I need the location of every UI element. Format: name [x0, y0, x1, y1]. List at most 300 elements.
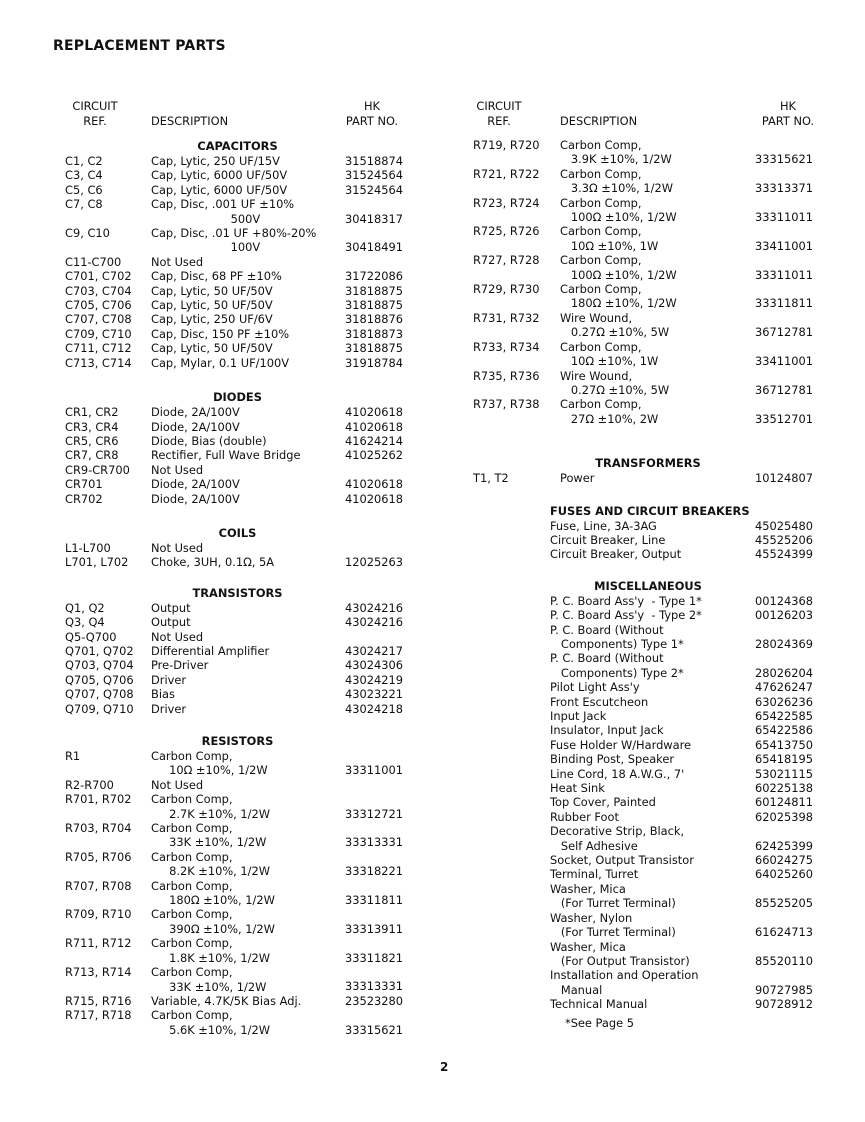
circuit-ref: L1-L700	[65, 540, 111, 555]
part-number: 30418317	[345, 211, 403, 226]
parts-row	[473, 167, 833, 196]
part-number: 31818876	[345, 312, 403, 327]
circuit-ref: CR702	[65, 491, 103, 506]
parts-row	[65, 168, 415, 182]
part-number: 33311811	[755, 296, 813, 311]
section-title: FUSES AND CIRCUIT BREAKERS	[550, 503, 750, 518]
part-number: 33311001	[345, 763, 403, 778]
circuit-ref: C711, C712	[65, 341, 132, 356]
column-headers	[65, 99, 415, 129]
transistors-section	[65, 586, 415, 716]
part-number: 33318221	[345, 864, 403, 879]
part-number: 66024275	[755, 853, 813, 868]
parts-row	[473, 882, 833, 911]
circuit-ref: Q1, Q2	[65, 600, 105, 615]
circuit-ref: R703, R704	[65, 821, 132, 836]
part-number: 41020618	[345, 419, 403, 434]
parts-row	[473, 224, 833, 253]
part-description: Line Cord, 18 A.W.G., 7'	[550, 766, 685, 781]
part-description: Output	[151, 615, 191, 630]
circuit-ref: Q703, Q704	[65, 658, 134, 673]
parts-row	[65, 327, 415, 341]
part-number: 43024218	[345, 701, 403, 716]
circuit-ref: R727, R728	[473, 253, 540, 268]
part-description: Carbon Comp, 100Ω ±10%, 1/2W	[560, 195, 677, 225]
header-part-no: HK PART NO.	[761, 99, 815, 128]
part-number: 45524399	[755, 547, 813, 562]
part-description: Carbon Comp, 1.8K ±10%, 1/2W	[151, 936, 271, 965]
parts-row	[473, 940, 833, 969]
circuit-ref: C5, C6	[65, 182, 103, 197]
part-description: Bias	[151, 687, 175, 702]
part-description: Rubber Foot	[550, 809, 619, 824]
circuit-ref: CR1, CR2	[65, 405, 119, 420]
circuit-ref: C1, C2	[65, 154, 103, 168]
parts-row	[65, 269, 415, 283]
circuit-ref: Q3, Q4	[65, 615, 105, 630]
part-number: 00124368	[755, 593, 813, 608]
circuit-ref: R1	[65, 749, 81, 763]
parts-row	[65, 226, 415, 255]
circuit-ref: CR3, CR4	[65, 419, 119, 434]
header-circuit-ref: CIRCUIT REF.	[476, 99, 522, 128]
circuit-ref: R713, R714	[65, 965, 132, 980]
parts-row	[473, 709, 833, 723]
parts-row	[473, 695, 833, 709]
part-number: 31818875	[345, 298, 403, 313]
circuit-ref: Q709, Q710	[65, 701, 134, 716]
part-number: 31518874	[345, 154, 403, 168]
part-number: 31918784	[345, 355, 403, 370]
circuit-ref: R735, R736	[473, 368, 540, 383]
part-number: 33313911	[345, 921, 403, 936]
part-description: Washer, Mica (For Turret Terminal)	[550, 881, 676, 911]
parts-row	[65, 356, 415, 370]
page-number: 2	[440, 1060, 449, 1074]
parts-row	[65, 965, 415, 994]
fuses-section	[473, 504, 833, 562]
part-description: Input Jack	[550, 709, 607, 723]
part-description: Diode, 2A/100V	[151, 419, 240, 434]
part-description: Carbon Comp, 33K ±10%, 1/2W	[151, 821, 267, 850]
part-description: Carbon Comp, 390Ω ±10%, 1/2W	[151, 907, 275, 936]
part-description: Diode, Bias (double)	[151, 433, 267, 448]
parts-row	[65, 615, 415, 629]
part-description: Cap, Lytic, 6000 UF/50V	[151, 182, 288, 197]
part-description: Fuse, Line, 3A-3AG	[550, 518, 657, 533]
part-number: 45025480	[755, 518, 813, 533]
part-description: Driver	[151, 672, 187, 687]
part-number: 43024306	[345, 658, 403, 673]
section-title: TRANSFORMERS	[595, 456, 701, 471]
part-description: Binding Post, Speaker	[550, 752, 675, 767]
part-description: Differential Amplifier	[151, 643, 270, 658]
part-number: 85525205	[755, 896, 813, 911]
circuit-ref: C7, C8	[65, 197, 103, 212]
part-description: Carbon Comp, 3.9K ±10%, 1/2W	[560, 138, 672, 167]
part-description: Terminal, Turret	[550, 867, 639, 882]
part-number: 43024216	[345, 600, 403, 615]
part-description: Carbon Comp, 3.3Ω ±10%, 1/2W	[560, 166, 673, 196]
parts-row	[65, 555, 415, 569]
part-description: Diode, 2A/100V	[151, 477, 240, 492]
parts-row	[473, 853, 833, 867]
part-number: 43023221	[345, 687, 403, 702]
parts-row	[473, 533, 833, 547]
capacitors-section	[65, 139, 415, 370]
circuit-ref: R2-R700	[65, 777, 114, 792]
part-number: 33315621	[345, 1022, 403, 1037]
parts-row	[65, 630, 415, 644]
parts-row	[473, 824, 833, 853]
parts-row	[65, 658, 415, 672]
part-number: 33315621	[755, 152, 813, 167]
part-description: Not Used	[151, 629, 204, 644]
parts-row	[65, 687, 415, 701]
header-description: DESCRIPTION	[151, 113, 229, 128]
circuit-ref: C11-C700	[65, 254, 122, 269]
part-description: Rectifier, Full Wave Bridge	[151, 448, 301, 463]
circuit-ref: CR5, CR6	[65, 433, 119, 448]
part-number: 33512701	[755, 411, 813, 426]
part-description: Top Cover, Painted	[550, 795, 656, 810]
parts-row	[473, 369, 833, 398]
section-title: RESISTORS	[201, 734, 274, 748]
part-description: Not Used	[151, 777, 204, 792]
part-number: 61624713	[755, 925, 813, 940]
parts-row	[473, 253, 833, 282]
right-column	[473, 99, 833, 1030]
parts-row	[65, 284, 415, 298]
part-description: Carbon Comp, 180Ω ±10%, 1/2W	[560, 282, 677, 311]
circuit-ref: C709, C710	[65, 326, 132, 341]
parts-row	[65, 298, 415, 312]
part-number: 33311821	[345, 950, 403, 965]
part-number: 41020618	[345, 477, 403, 492]
part-description: Cap, Lytic, 50 UF/50V	[151, 298, 273, 313]
parts-row	[65, 821, 415, 850]
parts-row	[65, 448, 415, 462]
part-number: 12025263	[345, 555, 403, 570]
parts-row	[473, 723, 833, 737]
parts-row	[65, 601, 415, 615]
part-number: 31818873	[345, 326, 403, 341]
part-number: 33313371	[755, 181, 813, 196]
parts-row	[473, 767, 833, 781]
part-number: 43024217	[345, 643, 403, 658]
part-description: Cap, Lytic, 250 UF/6V	[151, 312, 273, 327]
parts-row	[65, 541, 415, 555]
part-number: 33411001	[755, 238, 813, 253]
circuit-ref: C713, C714	[65, 355, 132, 370]
parts-row	[473, 311, 833, 340]
part-description: Socket, Output Transistor	[550, 853, 694, 868]
part-number: 64025260	[755, 867, 813, 882]
part-description: Carbon Comp, 2.7K ±10%, 1/2W	[151, 792, 271, 821]
circuit-ref: R709, R710	[65, 907, 132, 922]
part-description: Circuit Breaker, Line	[550, 532, 666, 547]
parts-row	[65, 183, 415, 197]
part-description: Carbon Comp, 10Ω ±10%, 1W	[560, 339, 659, 369]
part-description: Technical Manual	[550, 997, 648, 1012]
part-description: Power	[560, 471, 595, 486]
circuit-ref: Q707, Q708	[65, 687, 134, 702]
part-description: Pre-Driver	[151, 658, 209, 673]
parts-row	[65, 749, 415, 778]
parts-row	[473, 282, 833, 311]
part-description: Insulator, Input Jack	[550, 723, 664, 738]
parts-row	[473, 997, 833, 1011]
parts-row	[65, 312, 415, 326]
part-description: Driver	[151, 701, 187, 716]
parts-row	[65, 936, 415, 965]
column-headers	[473, 99, 833, 129]
part-number: 60225138	[755, 781, 813, 796]
section-title: MISCELLANEOUS	[594, 578, 702, 593]
header-part-no: HK PART NO.	[345, 99, 399, 128]
circuit-ref: Q5-Q700	[65, 629, 117, 644]
circuit-ref: R707, R708	[65, 878, 132, 893]
parts-row	[65, 1008, 415, 1037]
part-description: Decorative Strip, Black, Self Adhesive	[550, 824, 685, 853]
part-description: Fuse Holder W/Hardware	[550, 737, 692, 752]
part-number: 41020618	[345, 405, 403, 420]
part-description: Cap, Lytic, 250 UF/15V	[151, 154, 280, 168]
circuit-ref: R733, R734	[473, 339, 540, 354]
part-description: Cap, Lytic, 50 UF/50V	[151, 283, 273, 298]
circuit-ref: C9, C10	[65, 226, 110, 241]
part-description: Not Used	[151, 254, 204, 269]
part-number: 65422586	[755, 723, 813, 738]
parts-row	[65, 341, 415, 355]
part-description: Diode, 2A/100V	[151, 405, 240, 420]
parts-row	[65, 778, 415, 792]
circuit-ref: R711, R712	[65, 936, 132, 951]
part-description: Variable, 4.7K/5K Bias Adj.	[151, 993, 302, 1008]
part-description: Carbon Comp, 5.6K ±10%, 1/2W	[151, 1008, 271, 1037]
part-number: 43024219	[345, 672, 403, 687]
parts-row	[473, 340, 833, 369]
part-description: Installation and Operation Manual	[550, 968, 699, 997]
parts-row	[65, 420, 415, 434]
part-number: 43024216	[345, 615, 403, 630]
parts-row	[473, 781, 833, 795]
parts-row	[473, 752, 833, 766]
part-number: 63026236	[755, 694, 813, 709]
part-description: Washer, Mica (For Output Transistor)	[550, 939, 690, 968]
parts-row	[65, 850, 415, 879]
part-description: Circuit Breaker, Output	[550, 547, 682, 562]
part-description: Wire Wound, 0.27Ω ±10%, 5W	[560, 310, 670, 340]
parts-row	[473, 795, 833, 809]
parts-row	[473, 867, 833, 881]
part-number: 31818875	[345, 341, 403, 356]
part-number: 41020618	[345, 491, 403, 506]
parts-row	[473, 810, 833, 824]
parts-row	[473, 651, 833, 680]
part-description: Pilot Light Ass'y	[550, 680, 640, 695]
circuit-ref: R701, R702	[65, 792, 132, 807]
part-number: 90728912	[755, 997, 813, 1012]
section-title: COILS	[218, 525, 257, 540]
parts-row	[65, 477, 415, 491]
parts-row	[65, 994, 415, 1008]
parts-row	[65, 492, 415, 506]
part-number: 85520110	[755, 953, 813, 968]
part-description: P. C. Board Ass'y - Type 2*	[550, 608, 702, 623]
parts-row	[65, 434, 415, 448]
parts-row	[65, 463, 415, 477]
circuit-ref: R737, R738	[473, 397, 540, 412]
part-number: 33311011	[755, 210, 813, 225]
circuit-ref: C707, C708	[65, 312, 132, 327]
part-number: 31524564	[345, 168, 403, 183]
circuit-ref: C701, C702	[65, 269, 132, 284]
circuit-ref: R725, R726	[473, 224, 540, 239]
circuit-ref: L701, L702	[65, 555, 129, 570]
part-description: Front Escutcheon	[550, 694, 649, 709]
circuit-ref: Q705, Q706	[65, 672, 134, 687]
page-title: REPLACEMENT PARTS	[53, 38, 226, 54]
section-title: TRANSISTORS	[192, 585, 283, 600]
part-number: 60124811	[755, 795, 813, 810]
part-number: 36712781	[755, 325, 813, 340]
circuit-ref: R715, R716	[65, 993, 132, 1008]
part-number: 36712781	[755, 382, 813, 397]
part-number: 33411001	[755, 354, 813, 369]
part-description: P. C. Board (Without Components) Type 2*	[550, 651, 684, 680]
part-description: Washer, Nylon (For Turret Terminal)	[550, 910, 676, 940]
part-description: P. C. Board (Without Components) Type 1*	[550, 622, 684, 651]
parts-row	[65, 879, 415, 908]
resistors-section	[65, 734, 415, 1037]
parts-row	[473, 471, 833, 485]
parts-row	[473, 738, 833, 752]
part-description: Choke, 3UH, 0.1Ω, 5A	[151, 555, 275, 570]
part-number: 23523280	[345, 993, 403, 1008]
part-number: 31722086	[345, 269, 403, 284]
parts-row	[473, 968, 833, 997]
parts-row	[473, 608, 833, 622]
part-description: Cap, Mylar, 0.1 UF/100V	[151, 355, 290, 370]
part-description: P. C. Board Ass'y - Type 1*	[550, 593, 702, 608]
circuit-ref: R731, R732	[473, 310, 540, 325]
part-description: Wire Wound, 0.27Ω ±10%, 5W	[560, 368, 670, 397]
part-description: Carbon Comp, 100Ω ±10%, 1/2W	[560, 253, 677, 282]
part-number: 90727985	[755, 982, 813, 997]
parts-row	[65, 792, 415, 821]
part-number: 47626247	[755, 680, 813, 695]
part-number: 41025262	[345, 448, 403, 463]
parts-row	[473, 911, 833, 940]
parts-row	[65, 644, 415, 658]
section-title: CAPACITORS	[197, 139, 278, 153]
part-number: 62025398	[755, 809, 813, 824]
part-number: 41624214	[345, 433, 403, 448]
miscellaneous-section	[473, 579, 833, 1030]
part-description: Cap, Lytic, 50 UF/50V	[151, 341, 273, 356]
part-number: 33312721	[345, 806, 403, 821]
part-description: Cap, Lytic, 6000 UF/50V	[151, 168, 288, 183]
part-description: Not Used	[151, 462, 204, 477]
part-description: Heat Sink	[550, 781, 605, 796]
part-number: 33313331	[345, 979, 403, 994]
parts-row	[65, 405, 415, 419]
parts-row	[65, 673, 415, 687]
part-description: Carbon Comp, 8.2K ±10%, 1/2W	[151, 849, 271, 879]
part-number: 53021115	[755, 766, 813, 781]
circuit-ref: C703, C704	[65, 283, 132, 298]
parts-row	[473, 196, 833, 225]
part-description: Output	[151, 600, 191, 615]
circuit-ref: CR701	[65, 477, 103, 492]
part-description: Not Used	[151, 540, 204, 555]
circuit-ref: R729, R730	[473, 282, 540, 297]
part-description: Cap, Disc, .001 UF ±10% 500V	[151, 197, 295, 226]
part-description: Cap, Disc, .01 UF +80%-20% 100V	[151, 226, 317, 255]
part-number: 10124807	[755, 471, 813, 486]
parts-row	[473, 680, 833, 694]
circuit-ref: R723, R724	[473, 195, 540, 210]
part-number: 45525206	[755, 532, 813, 547]
parts-row	[473, 519, 833, 533]
part-number: 00126203	[755, 608, 813, 623]
diodes-section	[65, 390, 415, 506]
parts-row	[65, 255, 415, 269]
part-number: 65422585	[755, 709, 813, 723]
part-description: Carbon Comp, 27Ω ±10%, 2W	[560, 397, 659, 426]
circuit-ref: T1, T2	[473, 471, 509, 486]
circuit-ref: CR9-CR700	[65, 462, 130, 477]
part-description: Carbon Comp, 180Ω ±10%, 1/2W	[151, 878, 275, 908]
header-description: DESCRIPTION	[560, 113, 638, 128]
header-circuit-ref: CIRCUIT REF.	[72, 99, 118, 128]
section-title: DIODES	[213, 390, 262, 405]
part-description: Diode, 2A/100V	[151, 491, 240, 506]
parts-row	[473, 594, 833, 608]
parts-row	[65, 907, 415, 936]
part-number: 33311011	[755, 267, 813, 282]
resistors-continued-section	[473, 138, 833, 426]
part-number: 62425399	[755, 838, 813, 853]
part-number: 28024369	[755, 636, 813, 651]
part-number: 30418491	[345, 240, 403, 255]
circuit-ref: R721, R722	[473, 166, 540, 181]
transformers-section	[473, 456, 833, 485]
parts-row	[65, 154, 415, 168]
part-number: 65418195	[755, 752, 813, 767]
left-column	[65, 99, 415, 1037]
part-number: 28026204	[755, 665, 813, 680]
circuit-ref: Q701, Q702	[65, 643, 134, 658]
part-description: Carbon Comp, 10Ω ±10%, 1/2W	[151, 749, 268, 778]
part-description: Cap, Disc, 68 PF ±10%	[151, 269, 282, 284]
parts-row	[65, 197, 415, 226]
part-number: 33313331	[345, 835, 403, 850]
part-description: Carbon Comp, 33K ±10%, 1/2W	[151, 965, 267, 994]
part-number: 33311811	[345, 893, 403, 908]
part-number: 31524564	[345, 182, 403, 197]
circuit-ref: R705, R706	[65, 849, 132, 864]
parts-row	[473, 397, 833, 426]
circuit-ref: C3, C4	[65, 168, 103, 183]
parts-row	[473, 138, 833, 167]
coils-section	[65, 526, 415, 570]
part-description: Cap, Disc, 150 PF ±10%	[151, 326, 290, 341]
circuit-ref: CR7, CR8	[65, 448, 119, 463]
circuit-ref: R719, R720	[473, 138, 540, 152]
footnote: *See Page 5	[565, 1015, 635, 1030]
